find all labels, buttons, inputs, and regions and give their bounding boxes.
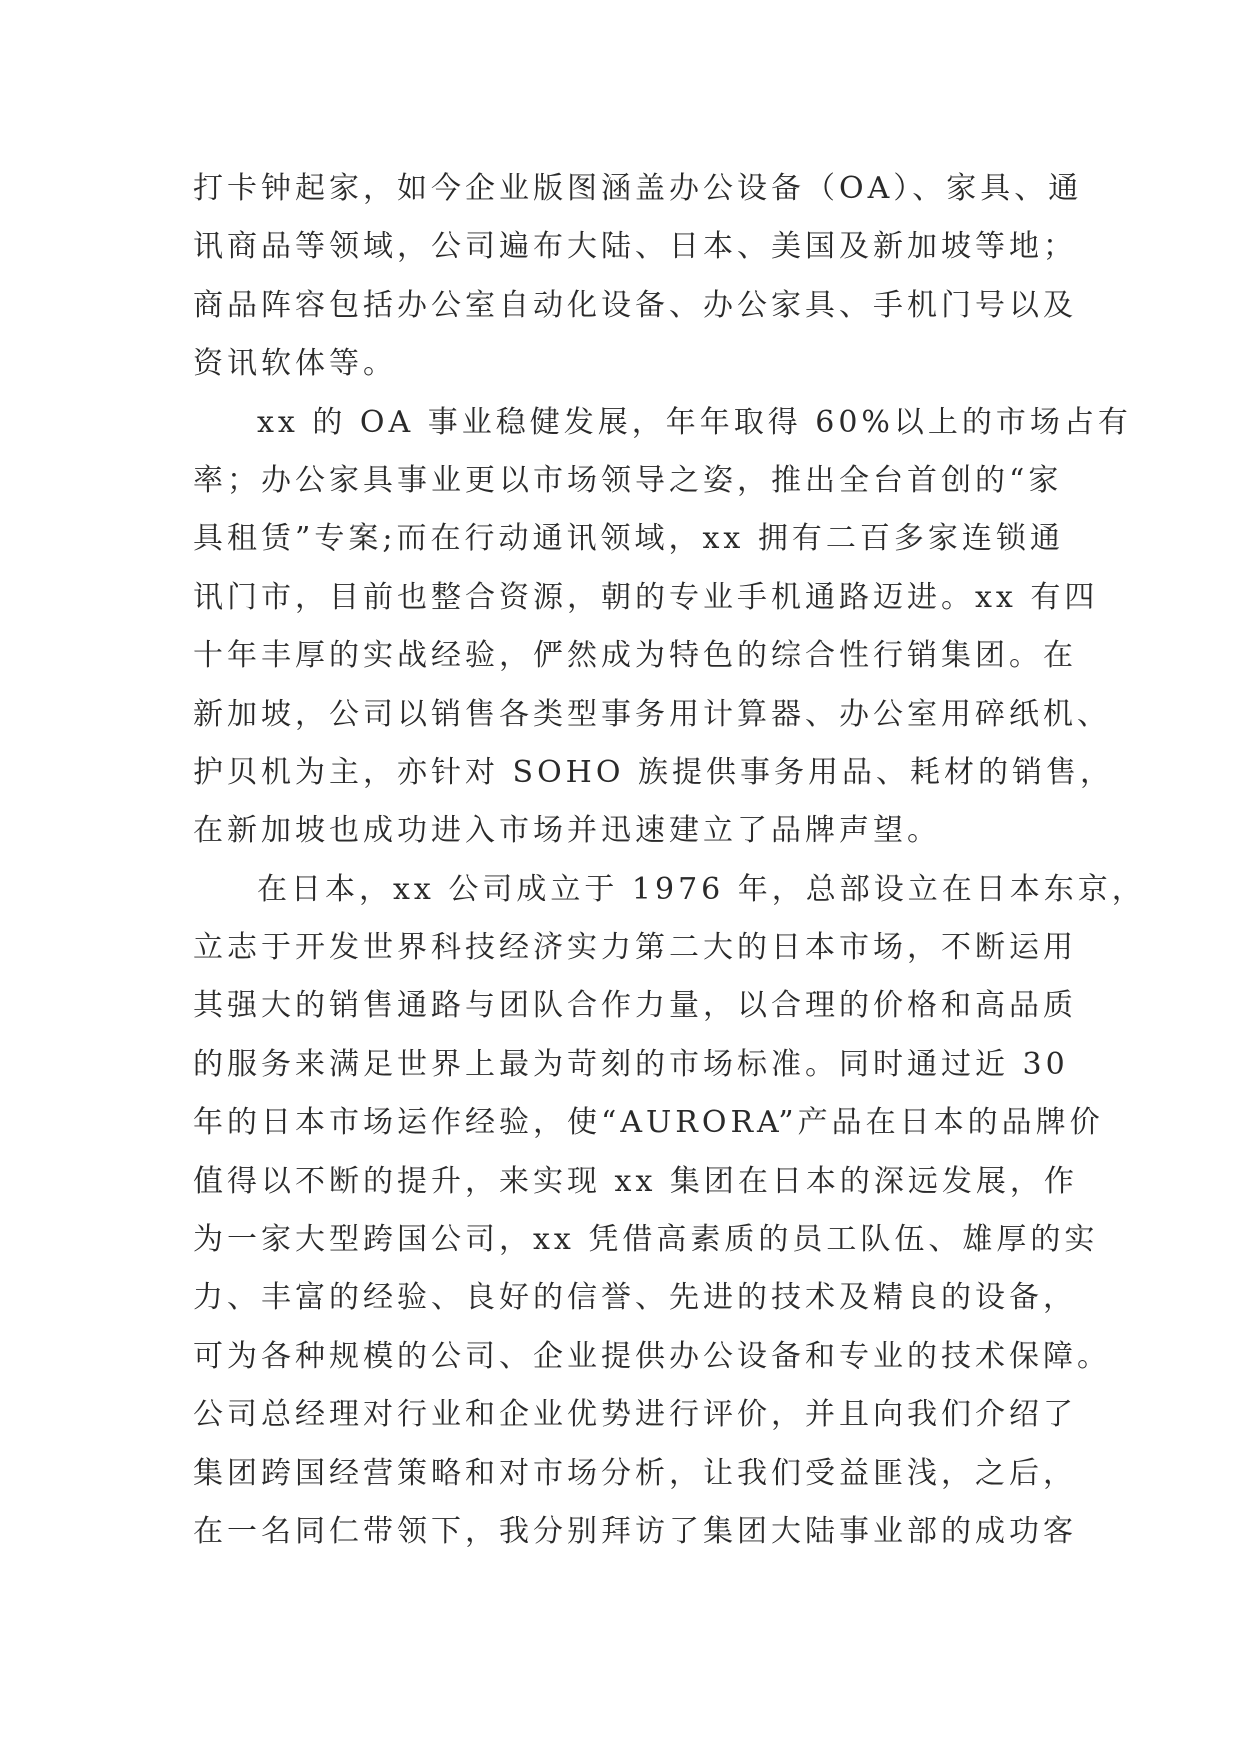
text-line: 在一名同仁带领下，我分别拜访了集团大陆事业部的成功客 <box>193 1513 1077 1549</box>
text-line: 为一家大型跨国公司，xx 凭借高素质的员工队伍、雄厚的实 <box>193 1222 1099 1258</box>
body-text <box>193 160 1146 1561</box>
text-line: 资讯软体等。 <box>193 346 397 382</box>
text-line: 率；办公家具事业更以市场领导之姿，推出全台首创的“家 <box>193 462 1063 498</box>
text-line: 可为各种规模的公司、企业提供办公设备和专业的技术保障。 <box>193 1338 1111 1374</box>
text-line: 在日本，xx 公司成立于 1976 年，总部设立在日本东京， <box>257 871 1146 907</box>
text-line: 打卡钟起家，如今企业版图涵盖办公设备（OA）、家具、通 <box>193 171 1083 206</box>
text-line: 在新加坡也成功进入市场并迅速建立了品牌声望。 <box>193 813 941 849</box>
text-line: 的服务来满足世界上最为苛刻的市场标准。同时通过近 30 <box>193 1046 1069 1082</box>
text-line: 力、丰富的经验、良好的信誉、先进的技术及精良的设备， <box>193 1280 1077 1316</box>
text-line: 立志于开发世界科技经济实力第二大的日本市场，不断运用 <box>193 930 1077 966</box>
text-line: 集团跨国经营策略和对市场分析，让我们受益匪浅，之后， <box>193 1455 1077 1491</box>
text-line: 公司总经理对行业和企业优势进行评价，并且向我们介绍了 <box>193 1397 1077 1433</box>
text-line: 护贝机为主，亦针对 SOHO 族提供事务用品、耗材的销售， <box>193 754 1114 790</box>
text-line: 具租赁”专案;而在行动通讯领域，xx 拥有二百多家连锁通 <box>193 521 1064 557</box>
text-line: 值得以不断的提升，来实现 xx 集团在日本的深远发展，作 <box>193 1163 1078 1199</box>
text-line: 年的日本市场运作经验，使“AURORA”产品在日本的品牌价 <box>193 1105 1104 1141</box>
text-line: 商品阵容包括办公室自动化设备、办公家具、手机门号以及 <box>193 287 1077 323</box>
text-line: 其强大的销售通路与团队合作力量，以合理的价格和高品质 <box>193 988 1077 1024</box>
text-line: 新加坡，公司以销售各类型事务用计算器、办公室用碎纸机、 <box>193 696 1111 732</box>
text-line: 讯门市，目前也整合资源，朝的专业手机通路迈进。xx 有四 <box>193 579 1099 615</box>
text-line: xx 的 OA 事业稳健发展，年年取得 60%以上的市场占有 <box>257 404 1132 440</box>
text-line: 十年丰厚的实战经验，俨然成为特色的综合性行销集团。在 <box>193 638 1077 674</box>
text-line: 讯商品等领域，公司遍布大陆、日本、美国及新加坡等地； <box>193 229 1077 265</box>
